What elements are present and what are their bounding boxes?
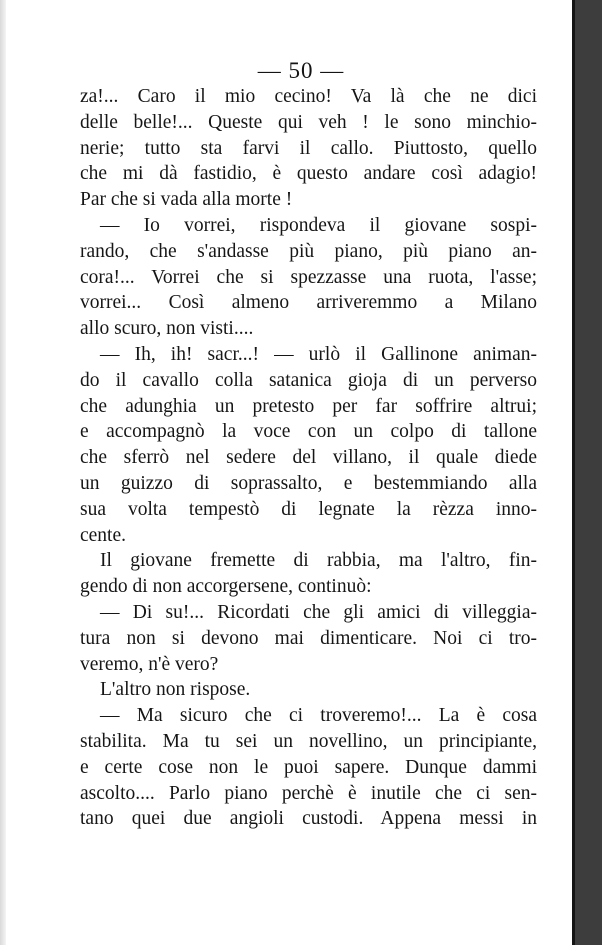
- text-line: che sferrò nel sedere del villano, il quale diede: [80, 447, 537, 469]
- text-line: do il cavallo colla satanica gioja di un perverso: [80, 369, 537, 391]
- text-line: un guizzo di soprassalto, e bestemmiando alla: [80, 472, 537, 494]
- text-line: delle belle!... Queste qui veh ! le sono minchio-: [80, 111, 537, 133]
- text-line: — Ma sicuro che ci troveremo!... La è cosa: [100, 705, 537, 727]
- text-line: za!... Caro il mio cecino! Va là che ne dici: [80, 86, 537, 107]
- text-line: cora!... Vorrei che si spezzasse una ruota, l'asse;: [80, 266, 537, 288]
- text-line: — Di su!... Ricordati che gli amici di villeggia-: [100, 601, 537, 623]
- text-line: — Io vorrei, rispondeva il giovane sospi-: [100, 214, 537, 236]
- page-number: — 50 —: [257, 58, 345, 83]
- text-line: che adunghia un pretesto per far soffrire altrui;: [80, 395, 537, 417]
- text-line: stabilita. Ma tu sei un novellino, un principiante,: [80, 730, 537, 752]
- text-line: ascolto.... Parlo piano perchè è inutile che ci sen-: [80, 782, 537, 804]
- text-line: gendo di non accorgersene, continuò:: [80, 576, 372, 598]
- text-line: veremo, n'è vero?: [80, 653, 219, 675]
- text-line: rando, che s'andasse più piano, più piano an-: [80, 240, 537, 262]
- text-line: tura non si devono mai dimenticare. Noi ci tro-: [80, 627, 537, 649]
- page-text-body: [80, 84, 537, 832]
- text-line: che mi dà fastidio, è questo andare così adagio!: [80, 163, 537, 185]
- page-left-edge: [0, 0, 6, 945]
- text-line: sua volta tempestò di legnate la rèzza inno-: [80, 498, 537, 520]
- text-line: cente.: [80, 524, 127, 546]
- text-line: Il giovane fremette di rabbia, ma l'altro, fin-: [100, 550, 537, 572]
- text-line: Par che si vada alla morte !: [80, 189, 293, 211]
- text-line: vorrei... Così almeno arriveremmo a Milano: [80, 292, 537, 314]
- text-line: allo scuro, non visti....: [80, 318, 254, 340]
- text-line: e accompagnò la voce con un colpo di tallone: [80, 421, 537, 443]
- text-line: nerie; tutto sta farvi il callo. Piuttosto, quello: [80, 137, 537, 159]
- page-right-edge-shadow: [572, 0, 602, 945]
- text-line: L'altro non rispose.: [100, 679, 251, 701]
- text-line: tano quei due angioli custodi. Appena messi in: [80, 808, 537, 830]
- text-line: e certe cose non le puoi sapere. Dunque dammi: [80, 756, 537, 778]
- text-line: — Ih, ih! sacr...! — urlò il Gallinone animan-: [100, 343, 537, 365]
